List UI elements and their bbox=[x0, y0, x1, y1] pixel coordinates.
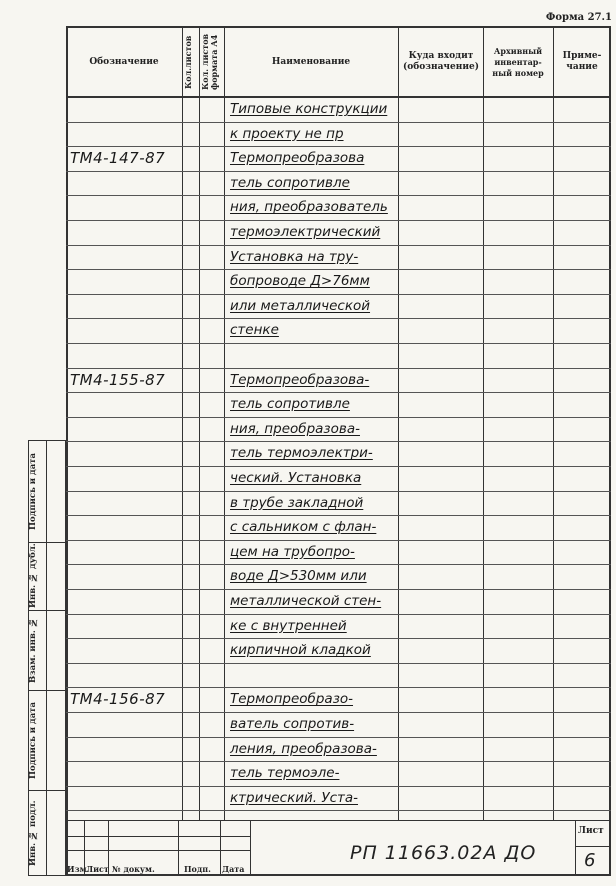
row-designation: ТМ4-155-87 bbox=[70, 370, 166, 389]
column-divider bbox=[553, 26, 554, 820]
row-name: тель сопротивле bbox=[230, 174, 350, 191]
row-separator bbox=[66, 614, 611, 615]
row-separator bbox=[66, 540, 611, 541]
side-label-inv-replaced: Взам. инв. № bbox=[28, 617, 38, 683]
title-block-line bbox=[66, 836, 250, 837]
form-label: Форма 27.1 bbox=[545, 12, 612, 23]
row-separator bbox=[66, 663, 611, 664]
row-separator bbox=[66, 466, 611, 467]
title-block-divider bbox=[178, 820, 179, 876]
row-separator bbox=[66, 294, 611, 295]
sheet-label: Лист bbox=[578, 826, 604, 836]
title-block-divider bbox=[575, 820, 576, 876]
row-separator bbox=[66, 171, 611, 172]
side-stamp-line bbox=[28, 610, 66, 611]
row-separator bbox=[66, 122, 611, 123]
row-separator bbox=[66, 343, 611, 344]
row-name: воде Д>530мм или bbox=[230, 568, 367, 585]
row-name: ватель сопротив- bbox=[230, 716, 355, 732]
column-divider bbox=[199, 26, 200, 820]
row-name: ческий. Установка bbox=[230, 470, 362, 486]
row-separator bbox=[66, 687, 611, 688]
side-label-signature-date: Подпись и дата bbox=[28, 701, 38, 779]
title-block-divider bbox=[220, 820, 221, 876]
row-separator bbox=[66, 368, 611, 369]
side-label-inv-original: Инв. № подл. bbox=[28, 800, 38, 866]
row-name: тель термоэле- bbox=[230, 765, 340, 782]
row-name: тель сопротивле bbox=[230, 396, 350, 413]
row-name: бопроводе Д>76мм bbox=[230, 273, 370, 290]
document-code: РП 11663.02А ДО bbox=[350, 842, 537, 864]
row-separator bbox=[66, 269, 611, 270]
row-name: Типовые конструкции bbox=[230, 101, 388, 117]
header-sheet-count: Кол.листов bbox=[183, 35, 193, 89]
column-divider bbox=[224, 26, 225, 820]
side-stamp-line bbox=[28, 690, 66, 691]
row-name: кирпичной кладкой bbox=[230, 642, 371, 659]
header-underline bbox=[66, 96, 611, 98]
header-a4-count: Кол. листов формата А4 bbox=[200, 33, 219, 91]
caption-signature: Подп. bbox=[184, 864, 211, 874]
column-divider bbox=[483, 26, 484, 820]
row-name: стенке bbox=[230, 322, 279, 339]
row-separator bbox=[66, 491, 611, 492]
row-name: ния, преобразователь bbox=[230, 199, 388, 216]
row-separator bbox=[66, 515, 611, 516]
row-name: в трубе закладной bbox=[230, 494, 364, 511]
caption-change: Изм. bbox=[67, 864, 90, 874]
row-separator bbox=[66, 564, 611, 565]
row-name: ления, преобразова- bbox=[230, 740, 377, 757]
row-separator bbox=[66, 392, 611, 393]
row-separator bbox=[66, 417, 611, 418]
title-block-line bbox=[66, 850, 250, 851]
row-separator bbox=[66, 146, 611, 147]
row-designation: ТМ4-147-87 bbox=[70, 149, 166, 168]
row-name: термоэлектрический bbox=[230, 224, 381, 240]
row-separator bbox=[66, 712, 611, 713]
header-designation: Обозначение bbox=[89, 56, 159, 67]
header-name: Наименование bbox=[271, 56, 351, 67]
row-separator bbox=[66, 737, 611, 738]
title-block-top bbox=[66, 820, 611, 821]
side-stamp-line bbox=[28, 790, 66, 791]
caption-sheet: Лист bbox=[86, 864, 109, 874]
side-label-replaces-inv: Инв. № дубл. bbox=[28, 543, 38, 608]
row-name: ке с внутренней bbox=[230, 617, 347, 634]
row-name: Термопреобразова bbox=[230, 150, 365, 167]
row-separator bbox=[66, 220, 611, 221]
row-separator bbox=[66, 318, 611, 319]
row-name: Термопреобразова- bbox=[230, 371, 370, 388]
row-name: ния, преобразова- bbox=[230, 420, 360, 437]
row-separator bbox=[66, 589, 611, 590]
row-name: к проекту не пр bbox=[230, 125, 344, 142]
row-name: тель термоэлектри- bbox=[230, 445, 373, 462]
caption-date: Дата bbox=[222, 864, 245, 874]
header-archive-number: Архивный инвентар-ный номер bbox=[492, 45, 544, 78]
row-separator bbox=[66, 638, 611, 639]
title-block-line bbox=[575, 846, 611, 847]
header-note: Приме-чание bbox=[562, 51, 602, 72]
row-name: Термопреобразо- bbox=[230, 691, 354, 708]
row-separator bbox=[66, 786, 611, 787]
header-where-used: Куда входит (обозначение) bbox=[403, 51, 479, 72]
row-separator bbox=[66, 245, 611, 246]
row-designation: ТМ4-156-87 bbox=[70, 690, 166, 709]
row-name: цем на трубопро- bbox=[230, 543, 355, 560]
side-stamp-divider bbox=[46, 440, 47, 876]
row-name: Установка на тру- bbox=[230, 248, 359, 265]
sheet-number: 6 bbox=[584, 850, 596, 871]
row-separator bbox=[66, 195, 611, 196]
caption-doc-no: № докум. bbox=[112, 864, 155, 874]
row-separator bbox=[66, 441, 611, 442]
row-name: ктрический. Уста- bbox=[230, 789, 359, 806]
side-label-signature-date: Подпись и дата bbox=[28, 452, 38, 530]
row-separator bbox=[66, 810, 611, 811]
row-name: металлической стен- bbox=[230, 593, 382, 609]
row-name: с сальником с флан- bbox=[230, 519, 377, 536]
row-name: или металлической bbox=[230, 297, 371, 314]
title-block-divider bbox=[250, 820, 251, 876]
row-separator bbox=[66, 761, 611, 762]
